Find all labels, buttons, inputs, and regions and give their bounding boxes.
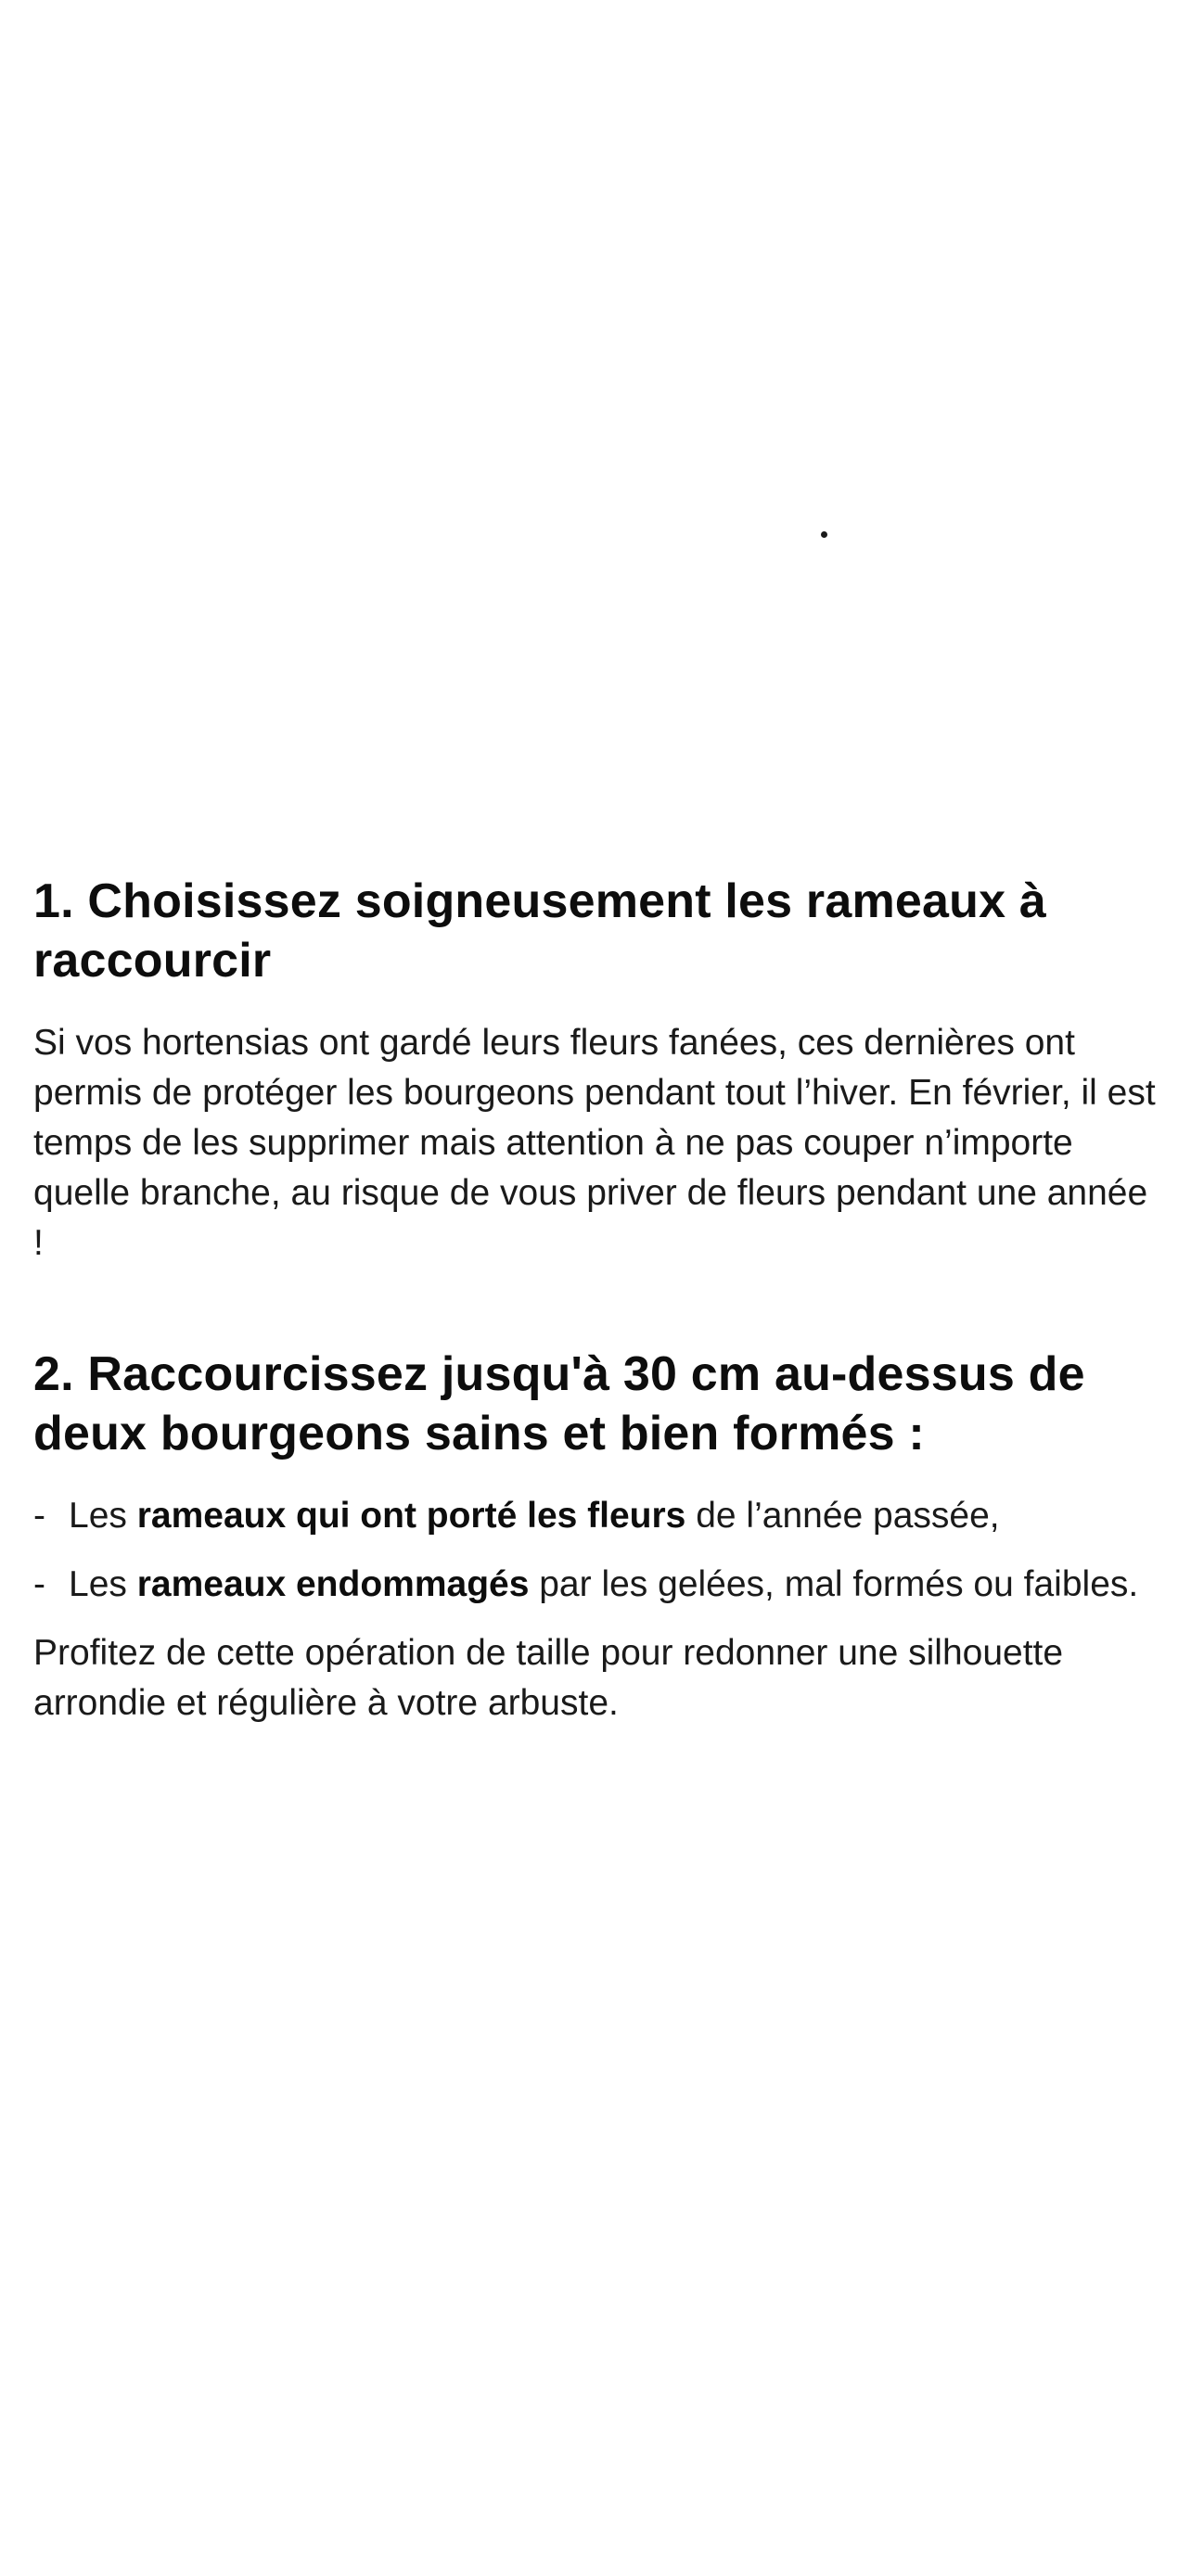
bullet-text-bold: rameaux qui ont porté les fleurs — [136, 1496, 686, 1536]
section-1-body: Si vos hortensias ont gardé leurs fleurs fanées, ces dernières ont permis de protéger les bourgeons pendant tout l’hiver. En février, il est temps de les supprimer mais attention à ne pas couper n’importe quelle branche, au risque de vous priver de fleurs pendant une année ! — [33, 1023, 1156, 1263]
section-2-title: 2. Raccourcissez jusqu'à 30 cm au-dessus de deux bourgeons sains et bien formés : — [33, 1347, 1085, 1460]
article-content — [33, 872, 1158, 1728]
section-1-title: 1. Choisissez soigneusement les rameaux à raccourcir — [33, 874, 1046, 988]
bullet-text-post: de l’année passée, — [685, 1496, 1000, 1536]
bullet-dash: - — [33, 1564, 45, 1604]
bullet-text-post: par les gelées, mal formés ou faibles. — [529, 1564, 1139, 1604]
bullet-text-pre: Les — [69, 1564, 137, 1604]
bullet-text-bold: rameaux endommagés — [136, 1564, 530, 1604]
bullet-text-pre: Les — [69, 1496, 137, 1536]
bullet-item-damaged-branches — [33, 1560, 1158, 1610]
media-placeholder — [0, 0, 1191, 835]
loading-dot-icon — [821, 531, 827, 538]
bullet-item-faded-flowers — [33, 1491, 1158, 1541]
section-2-closing: Profitez de cette opération de taille pour redonner une silhouette arrondie et régulière à votre arbuste. — [33, 1633, 1064, 1723]
bullet-dash: - — [33, 1496, 45, 1536]
